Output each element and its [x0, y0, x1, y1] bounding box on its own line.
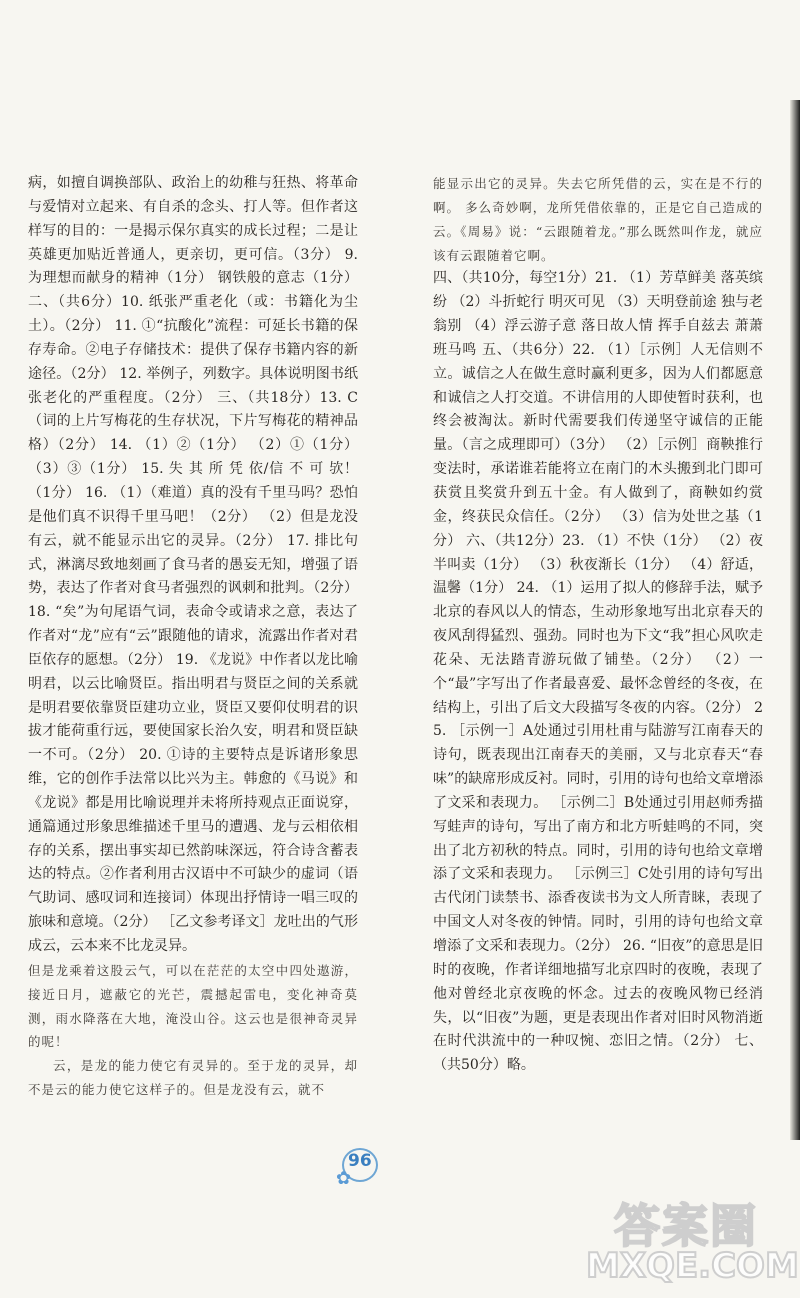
left-answer-text: 病，如擅自调换部队、政治上的幼稚与狂热、将革命与爱情对立起来、有自杀的念头、打人等。但作者这样写的目的：一是揭示保尔真实的成长过程；二是让英雄更加贴近普通人，更亲切，更可信。（3分） 9. 为理想而献身的精神（1分） 钢铁般的意志（1分） 二、（共6分）10. 纸张严重老化（或：书籍化为尘土）。（2分） 11. ①“抗酸化”流程：可延长书籍的保存寿命。②电子存储技术：提供了保存书籍内容的新途径。（2分） 12. 举例子，列数字。具体说明图书纸张老化的严重程度。（2分） 三、（共18分）13. C（词的上片写梅花的生存状况，下片写梅花的精神品格）（2分） 14. （1）②（1分） （2）①（1分） （3）③（1分） 15. 失 其 所 凭 依/信 不 可 欤！（1分） 16. （1）（难道）真的没有千里马吗？恐怕是他们真不识得千里马吧！（2分） （2）但是龙没有云，就不能显示出它的灵异。（2分） 17. 排比句式，淋漓尽致地刻画了食马者的愚妄无知，增强了语势，表达了作者对食马者强烈的讽刺和批判。（2分） 18. “矣”为句尾语气词，表命令或请求之意，表达了作者对“龙”应有“云”跟随他的请求，流露出作者对君臣依存的愿想。（2分） 19. 《龙说》中作者以龙比喻明君，以云比喻贤臣。指出明君与贤臣之间的关系就是明君要依靠贤臣建功立业，贤臣又要仰仗明君的识拔才能荷重行远，要使国家长治久安，明君和贤臣缺一不可。（2分） 20. ①诗的主要特点是诉诸形象思维，它的创作手法常以比兴为主。韩愈的《马说》和《龙说》都是用比喻说理并未将所持观点正面说穿，通篇通过形象思维描述千里马的遭遇、龙与云相依相存的关系，摆出事实却已然韵味深远，符合诗含蓄表达的特点。②作者利用古汉语中不可缺少的虚词（语气助词、感叹词和连接词）体现出抒情诗一唱三叹的旅味和意境。（2分） ［乙文参考译文］龙吐出的气形成云，云本来不比龙灵异。 — [28, 175, 358, 954]
right-column — [433, 172, 763, 1152]
site-watermark — [586, 1190, 799, 1290]
translation-text-3: 能显示出它的灵异。失去它所凭借的云，实在是不行的啊。 多么奇妙啊，龙所凭借依靠的，正是它自己造成的云。《周易》说：“云跟随着龙。”那么既然叫作龙，就应该有云跟随着它啊。 — [433, 176, 763, 263]
watermark-logo-text: 答案圈 — [614, 1199, 758, 1253]
translation-text-2: 云，是龙的能力使它有灵异的。至于龙的灵异，却不是云的能力使它这样子的。但是龙没有云，就不 — [28, 1058, 358, 1098]
right-answer-text: 四、（共10分，每空1分）21. （1）芳草鲜美 落英缤纷 （2）斗折蛇行 明灭可见 （3）天明登前途 独与老翁别 （4）浮云游子意 落日故人情 挥手自兹去 萧萧班马鸣 五、（共6分）22. （1）［示例］人无信则不立。诚信之人在做生意时赢利更多，因为人们都愿意和诚信之人打交道。不讲信用的人即使暂时获利，也终会被淘汰。新时代需要我们传递坚守诚信的正能量。（言之成理即可）（3分） （2）［示例］商鞅推行变法时，承诺谁若能将立在南门的木头搬到北门即可获赏且奖赏升到五十金。有人做到了，商鞅如约赏金，终获民众信任。（2分） （3）信为处世之基（1分） 六、（共12分）23. （1）不快（1分） （2）夜半叫卖（1分） （3）秋夜渐长（1分） （4）舒适，温馨（1分） 24. （1）运用了拟人的修辞手法，赋予北京的春风以人的情态，生动形象地写出北京春天的夜风刮得猛烈、强劲。同时也为下文“我”担心风吹走花朵、无法踏青游玩做了铺垫。（2分） （2）一个“最”字写出了作者最喜爱、最怀念曾经的冬夜，在结构上，引出了后文大段描写冬夜的内容。（2分） 25. ［示例一］A处通过引用杜甫与陆游写江南春天的诗句，既表现出江南春天的美丽，又与北京春天“春味”的缺席形成反衬。同时，引用的诗句也给文章增添了文采和表现力。 ［示例二］B处通过引用赵师秀描写蛙声的诗句，写出了南方和北方听蛙鸣的不同，突出了北方初秋的特点。同时，引用的诗句也给文章增添了文采和表现力。 ［示例三］C处引用的诗句写出古代闭门读禁书、添香夜读书为文人所青睐，表现了中国文人对冬夜的钟情。同时，引用的诗句也给文章增添了文采和表现力。（2分） 26. “旧夜”的意思是旧时的夜晚，作者详细地描写北京四时的夜晚，表现了他对曾经北京夜晚的怀念。过去的夜晚风物已经消失，以“旧夜”为题，更是表现出作者对旧时风物消逝在时代洪流中的一种叹惋、恋旧之情。（2分） 七、（共50分）略。 — [433, 270, 763, 1074]
left-column — [28, 172, 358, 1152]
answer-columns — [28, 172, 763, 1152]
flower-icon: ✿ — [336, 1168, 352, 1189]
book-spine-shadow — [790, 100, 800, 1140]
page-number-badge — [336, 1146, 382, 1192]
watermark-url: MXQE.COM — [586, 1246, 799, 1286]
translation-text-1: 但是龙乘着这股云气，可以在茫茫的太空中四处遨游，接近日月，遮蔽它的光芒，震撼起雷电，变化神奇莫测，雨水降落在大地，淹没山谷。这云也是很神奇灵异的呢！ — [28, 962, 358, 1050]
page-number: 96 — [348, 1151, 372, 1171]
